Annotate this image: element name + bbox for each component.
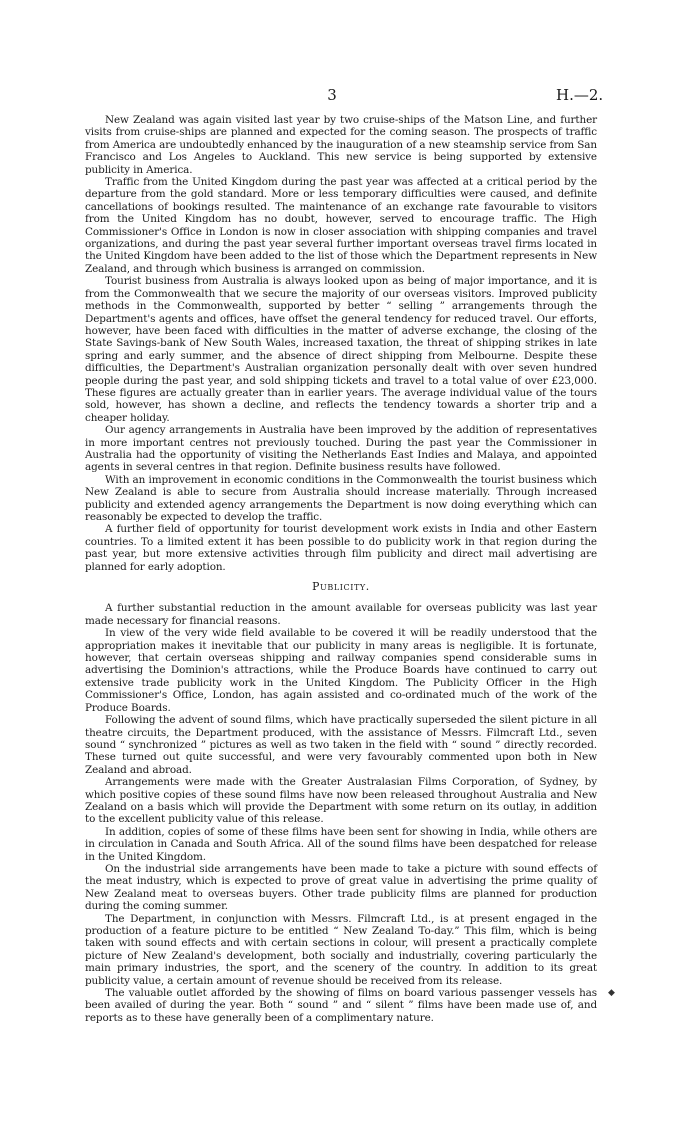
paragraph: Our agency arrangements in Australia have been improved by the addition of representatives in more important centres not previously touched. During the past year the Commissioner in Australia had the opportunity of visiting the Netherlands East Indies and Malaya, and appointed agents in several centres in that region. Definite business results have followed. <box>85 424 597 474</box>
margin-mark-icon: ◆ <box>608 988 615 998</box>
page-number: 3 <box>327 86 337 104</box>
paragraph: With an improvement in economic conditions in the Commonwealth the tourist business which New Zealand is able to secure from Australia should increase materially. Through increased publicity and extended agency arrangements the Department is now doing everything which can reasonably be expected to develop the traffic. <box>85 473 597 523</box>
paragraph: Following the advent of sound films, which have practically superseded the silent picture in all theatre circuits, the Department produced, with the assistance of Messrs. Filmcraft Ltd., seven sound “ synchronized ” pictures as well as two taken in the field with “ sound ” directly recorded. These turned out quite successful, and were very favourably commented upon both in New Zealand and abroad. <box>85 714 597 776</box>
paragraph: Arrangements were made with the Greater Australasian Films Corporation, of Sydney, by which positive copies of these sound films have now been released throughout Australia and New Zealand on a basis which will provide the Department with some return on its outlay, in addition to the excellent publicity value of this release. <box>85 776 597 826</box>
paragraph: The valuable outlet afforded by the showing of films on board various passenger vessels has been availed of during the year. Both “ sound ” and “ silent ” films have been made use of, and reports as to these have generally been of a complimentary nature. <box>85 987 597 1024</box>
paragraph: A further substantial reduction in the amount available for overseas publicity was last year made necessary for financial reasons. <box>85 602 597 627</box>
section-heading-publicity: Publicity. <box>312 580 370 594</box>
paragraph: In view of the very wide field available to be covered it will be readily understood that the appropriation makes it inevitable that our publicity in many areas is negligible. It is fortunate, however, that certain overseas shipping and railway companies spend considerable sums in advertising the Dominion's attractions, while the Produce Boards have continued to carry out extensive trade publicity work in the United Kingdom. The Publicity Officer in the High Commissioner's Office, London, has again assisted and co-ordinated much of the work of the Produce Boards. <box>85 627 597 714</box>
body-text <box>85 114 597 1024</box>
paragraph: The Department, in conjunction with Messrs. Filmcraft Ltd., is at present engaged in the production of a feature picture to be entitled “ New Zealand To-day.” This film, which is being taken with sound effects and with certain sections in colour, will present a practically complete picture of New Zealand's development, both socially and industrially, covering particularly the main primary industries, the sport, and the scenery of the country. In addition to its great publicity value, a certain amount of revenue should be received from its release. <box>85 912 597 987</box>
paragraph: A further field of opportunity for tourist development work exists in India and other Eastern countries. To a limited extent it has been possible to do publicity work in that region during the past year, but more extensive activities through film publicity and direct mail advertising are planned for early adoption. <box>85 523 597 573</box>
paragraph: On the industrial side arrangements have been made to take a picture with sound effects of the meat industry, which is expected to prove of great value in advertising the prime quality of New Zealand meat to overseas buyers. Other trade publicity films are planned for production during the coming summer. <box>85 862 597 913</box>
running-head: H.—2. <box>556 86 604 104</box>
paragraph: In addition, copies of some of these films have been sent for showing in India, while others are in circulation in Canada and South Africa. All of the sound films have been despatched for release in the United Kingdom. <box>85 825 597 863</box>
paragraph: New Zealand was again visited last year by two cruise-ships of the Matson Line, and further visits from cruise-ships are planned and expected for the coming season. The prospects of traffic from America are undoubtedly enhanced by the inauguration of a new steamship service from San Francisco and Los Angeles to Auckland. This new service is being supported by extensive publicity in America. <box>85 114 597 176</box>
paragraph: Tourist business from Australia is always looked upon as being of major importance, and it is from the Commonwealth that we secure the majority of our overseas visitors. Improved publicity methods in the Commonwealth, supported by better “ selling ” arrangements through the Department's agents and offices, have offset the general tendency for reduced travel. Our efforts, however, have been faced with difficulties in the matter of adverse exchange, the closing of the State Savings-bank of New South Wales, increased taxation, the threat of shipping strikes in late spring and early summer, and the absence of direct shipping from Melbourne. Despite these difficulties, the Department's Australian organization personally dealt with over seven hundred people during the past year, and sold shipping tickets and travel to a total value of over £23,000. These figures are actually greater than in earlier years. The average individual value of the tours sold, however, has shown a decline, and reflects the tendency towards a shorter trip and a cheaper holiday. <box>85 275 597 424</box>
paragraph: Traffic from the United Kingdom during the past year was affected at a critical period by the departure from the gold standard. More or less temporary difficulties were caused, and definite cancellations of bookings resulted. The maintenance of an exchange rate favourable to visitors from the United Kingdom has no doubt, however, served to encourage traffic. The High Commissioner's Office in London is now in closer association with shipping companies and travel organizations, and during the past year several further important overseas travel firms located in the United Kingdom have been added to the list of those which the Department represents in New Zealand, and through which business is arranged on commission. <box>85 176 597 275</box>
